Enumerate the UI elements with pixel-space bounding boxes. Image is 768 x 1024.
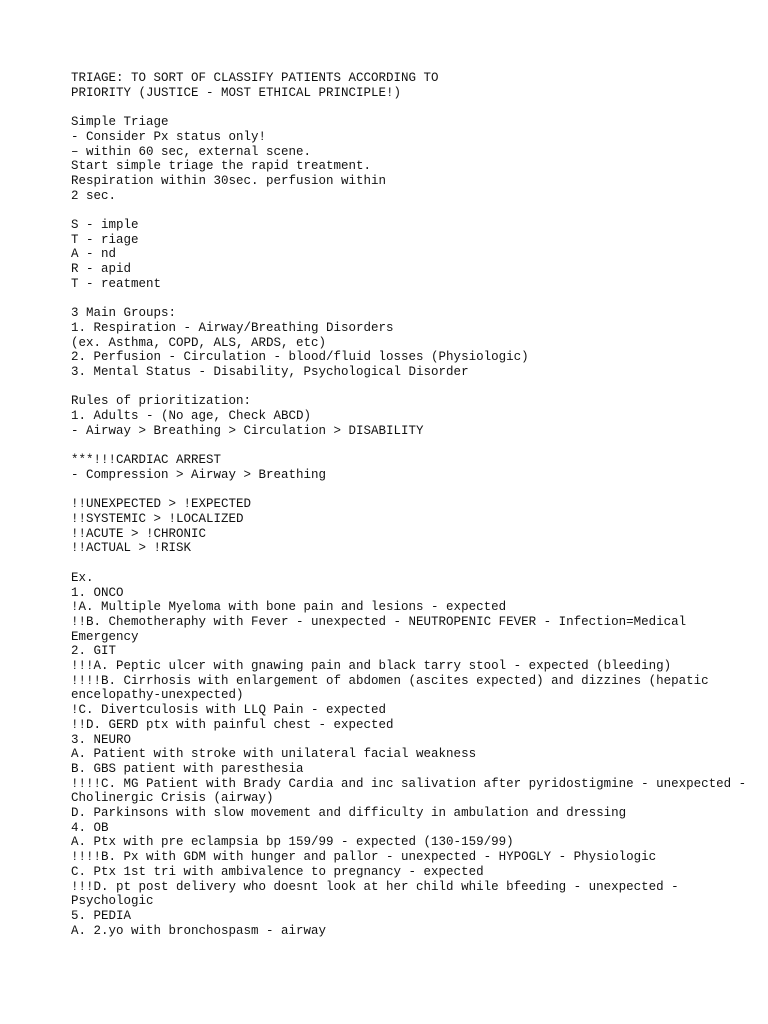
document-line: !!UNEXPECTED > !EXPECTED	[71, 497, 252, 512]
document-line: - Airway > Breathing > Circulation > DISABILITY	[71, 423, 424, 438]
document-line: Ex.	[71, 570, 94, 585]
document-line: 2. Perfusion - Circulation - blood/fluid losses (Physiologic)	[71, 350, 529, 365]
document-line: 2 sec.	[71, 188, 117, 203]
document-line: 1. ONCO	[71, 585, 124, 600]
document-line: 3. NEURO	[71, 732, 132, 747]
document-line: S - imple	[71, 218, 139, 232]
blank-line	[71, 439, 761, 454]
document-line: !!D. GERD ptx with painful chest - expected	[71, 717, 394, 732]
document-line: 5. PEDIA	[71, 908, 132, 923]
document-line: 1. Adults - (No age, Check ABCD)	[71, 409, 312, 424]
document-line: D. Parkinsons with slow movement and difficulty in ambulation and dressing	[71, 806, 627, 821]
blank-line	[71, 292, 761, 307]
document-line: Respiration within 30sec. perfusion within	[71, 173, 387, 188]
document-line: T - reatment	[71, 276, 162, 291]
blank-line	[71, 556, 761, 571]
blank-line	[71, 100, 761, 115]
document-line: !!B. Chemotheraphy with Fever - unexpected - NEUTROPENIC FEVER - Infection=Medical Emergency	[71, 614, 694, 644]
document-line: T - riage	[71, 232, 139, 247]
document-body	[71, 71, 761, 938]
document-line: !!!!B. Cirrhosis with enlargement of abdomen (ascites expected) and dizzines (hepatic encelopathy-unexpected)	[71, 673, 717, 703]
document-line: 3 Main Groups:	[71, 306, 177, 321]
document-line: – within 60 sec, external scene.	[71, 144, 312, 159]
document-line: !!!!B. Px with GDM with hunger and pallor - unexpected - HYPOGLY - Physiologic	[71, 850, 657, 865]
blank-line	[71, 380, 761, 395]
document-line: - Compression > Airway > Breathing	[71, 467, 327, 482]
document-line: 3. Mental Status - Disability, Psychological Disorder	[71, 365, 469, 380]
document-line: ***!!!CARDIAC ARREST	[71, 453, 222, 468]
blank-line	[71, 203, 761, 218]
document-line: !A. Multiple Myeloma with bone pain and lesions - expected	[71, 600, 507, 615]
document-line: !!ACTUAL > !RISK	[71, 541, 192, 556]
document-line: !!ACUTE > !CHRONIC	[71, 526, 207, 541]
document-line: !!!!C. MG Patient with Brady Cardia and inc salivation after pyridostigmine - unexpected - Cholinergic Crisis (airway)	[71, 776, 754, 806]
document-line: !!!D. pt post delivery who doesnt look at her child while bfeeding - unexpected - Psychologic	[71, 879, 687, 909]
document-line: (ex. Asthma, COPD, ALS, ARDS, etc)	[71, 335, 327, 350]
document-line: R - apid	[71, 262, 132, 277]
document-line: - Consider Px status only!	[71, 129, 267, 144]
document-line: B. GBS patient with paresthesia	[71, 761, 304, 776]
document-line: !!SYSTEMIC > !LOCALIZED	[71, 512, 244, 526]
document-line: A. Ptx with pre eclampsia bp 159/99 - expected (130-159/99)	[71, 835, 514, 850]
document-line: !C. Divertculosis with LLQ Pain - expected	[71, 703, 387, 718]
document-line: PRIORITY (JUSTICE - MOST ETHICAL PRINCIPLE!)	[71, 85, 402, 100]
document-line: A. 2.yo with bronchospasm - airway	[71, 923, 327, 938]
document-line: 1. Respiration - Airway/Breathing Disorders	[71, 320, 394, 335]
document-line: !!!A. Peptic ulcer with gnawing pain and black tarry stool - expected (bleeding)	[71, 659, 672, 674]
document-line: A - nd	[71, 247, 117, 262]
document-line: Simple Triage	[71, 115, 169, 130]
document-line: 2. GIT	[71, 644, 117, 659]
document-line: A. Patient with stroke with unilateral facial weakness	[71, 747, 477, 762]
document-line: Rules of prioritization:	[71, 394, 252, 409]
document-line: 4. OB	[71, 820, 109, 835]
document-line: Start simple triage the rapid treatment.	[71, 159, 372, 174]
blank-line	[71, 483, 761, 498]
document-line: C. Ptx 1st tri with ambivalence to pregnancy - expected	[71, 864, 484, 879]
document-line: TRIAGE: TO SORT OF CLASSIFY PATIENTS ACCORDING TO	[71, 71, 439, 85]
